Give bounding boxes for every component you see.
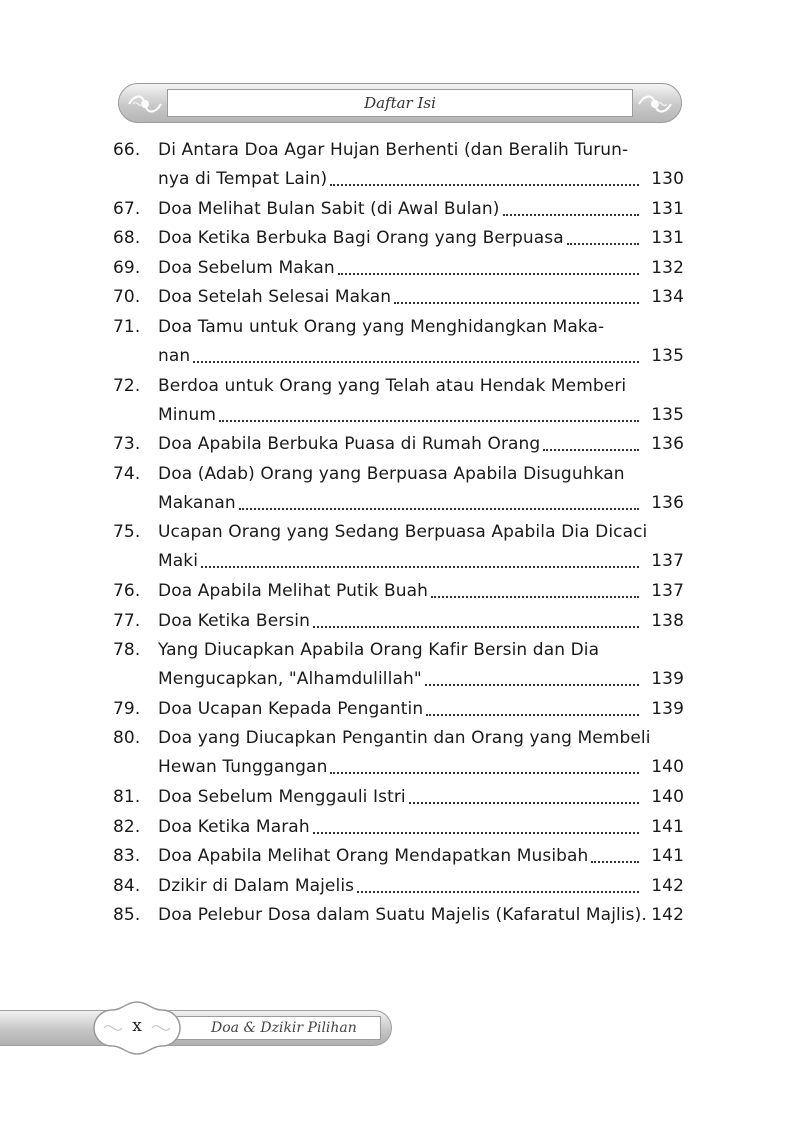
footer-banner	[0, 1010, 392, 1046]
toc-entry-line	[158, 547, 642, 576]
toc-entry-title: Makanan	[158, 492, 236, 513]
toc-entry-page: 130	[651, 169, 684, 189]
dot-leader	[503, 204, 639, 216]
toc-entry-line	[158, 813, 642, 842]
toc-entry-title: nan	[158, 346, 191, 366]
toc-entry-line	[158, 489, 642, 518]
toc-entry-line	[158, 224, 642, 253]
dot-leader	[338, 263, 639, 275]
dot-leader	[431, 586, 639, 598]
toc-entry-line	[158, 783, 642, 812]
dot-leader	[591, 851, 639, 863]
toc-entry-number: 78.	[113, 640, 141, 661]
dot-leader	[313, 822, 639, 834]
toc-entry-number: 79.	[113, 698, 141, 719]
toc-entry-number: 67.	[113, 198, 141, 219]
toc-entry-title: Ucapan Orang yang Sedang Berpuasa Apabila Dia Dicaci	[158, 522, 648, 543]
floral-ornament-icon	[635, 90, 675, 118]
toc-entry-number: 72.	[113, 375, 141, 396]
toc-entry-number: 69.	[113, 257, 141, 278]
toc-entry-number: 82.	[113, 816, 141, 837]
toc-entry-title: Di Antara Doa Agar Hujan Berhenti (dan Beralih Turun-	[158, 140, 629, 160]
toc-entry-title: Doa Apabila Melihat Orang Mendapatkan Musibah	[158, 846, 589, 867]
toc-entry-page: 140	[651, 757, 684, 778]
toc-entry-page: 137	[651, 551, 684, 572]
toc-entry-title: Doa Sebelum Makan	[158, 257, 335, 278]
dot-leader	[543, 439, 639, 451]
toc-entry-number: 84.	[113, 875, 141, 896]
toc-entry-line	[158, 254, 642, 283]
toc-entry-title: Doa Ucapan Kepada Pengantin	[158, 698, 424, 719]
toc-entry-number: 85.	[113, 905, 141, 926]
toc-entry-title: Doa Ketika Marah	[158, 816, 310, 837]
toc-entry-page: 136	[651, 492, 684, 513]
book-title: Doa & Dzikir Pilihan	[211, 1020, 357, 1036]
toc-entry-line	[158, 460, 642, 489]
dot-leader	[425, 674, 639, 686]
toc-entry-number: 74.	[113, 463, 141, 484]
toc-entry-line	[158, 342, 642, 371]
toc-entry-title: Dzikir di Dalam Majelis	[158, 875, 355, 896]
dot-leader	[239, 498, 639, 510]
toc-entry-page: 140	[651, 787, 684, 807]
toc-entry-title: Doa Ketika Berbuka Bagi Orang yang Berpuasa	[158, 228, 564, 249]
toc-entry-number: 75.	[113, 522, 141, 543]
toc-entry-title: Doa Setelah Selesai Makan	[158, 287, 392, 308]
toc-entry-number: 83.	[113, 846, 141, 867]
dot-leader	[313, 616, 639, 628]
header-title-box	[167, 89, 633, 117]
toc-entry-page: 132	[651, 257, 684, 278]
toc-entry-page: 139	[651, 669, 684, 690]
toc-entry-page: 142	[651, 905, 684, 926]
toc-entry-line	[158, 401, 642, 430]
toc-entry-title: Doa Apabila Berbuka Puasa di Rumah Orang	[158, 434, 541, 455]
floral-ornament-icon	[125, 90, 165, 118]
dot-leader	[193, 351, 639, 363]
toc-entry-number: 73.	[113, 434, 141, 455]
toc-entry-number: 81.	[113, 787, 141, 807]
dot-leader	[357, 881, 639, 893]
toc-entry-page: 141	[651, 816, 684, 837]
footer-title-box	[170, 1016, 381, 1040]
toc-entry-title: Hewan Tunggangan	[158, 757, 328, 778]
toc-entry-page: 142	[651, 875, 684, 896]
toc-entry-number: 80.	[113, 728, 141, 749]
dot-leader	[330, 762, 639, 774]
toc-entry-page: 135	[651, 404, 684, 425]
toc-entry-title: Maki	[158, 551, 199, 572]
toc-entry-title: Yang Diucapkan Apabila Orang Kafir Bersin dan Dia	[158, 640, 600, 661]
toc-entry-page: 134	[651, 287, 684, 308]
toc-entry-page: 138	[651, 610, 684, 631]
toc-entry-line	[158, 372, 642, 401]
dot-leader	[567, 233, 639, 245]
toc-entry-page: 137	[651, 581, 684, 601]
toc-entry-line	[158, 607, 642, 636]
toc-entry-title: Berdoa untuk Orang yang Telah atau Hendak Memberi	[158, 375, 627, 396]
toc-entry-number: 68.	[113, 228, 141, 249]
toc-entry-title: Doa Ketika Bersin	[158, 610, 310, 631]
toc-entry-number: 66.	[113, 140, 141, 160]
toc-entry-line	[158, 165, 642, 194]
toc-entry-title: Doa Apabila Melihat Putik Buah	[158, 581, 429, 601]
header-banner	[118, 83, 682, 123]
dot-leader	[219, 410, 639, 422]
toc-entry-line	[158, 872, 642, 901]
toc-entry-line	[158, 518, 648, 547]
toc-entry-line	[158, 695, 642, 724]
toc-entry-title: Doa Melihat Bulan Sabit (di Awal Bulan)	[158, 198, 500, 219]
toc-entry-line	[158, 430, 642, 459]
toc-entry-line	[158, 665, 642, 694]
dot-leader	[201, 556, 639, 568]
dot-leader	[426, 704, 639, 716]
toc-entry-page: 131	[651, 198, 684, 219]
toc-entry-title: Doa (Adab) Orang yang Berpuasa Apabila Disuguhkan	[158, 463, 625, 484]
toc-entry-page: 141	[651, 846, 684, 867]
toc-entry-title: Doa Pelebur Dosa dalam Suatu Majelis (Kafaratul Majlis).	[158, 905, 647, 926]
toc-entry-line	[158, 577, 642, 606]
toc-entry-page: 136	[651, 434, 684, 455]
toc-entry-page: 131	[651, 228, 684, 249]
toc-entry-line	[158, 313, 642, 342]
toc-entry-line	[158, 901, 647, 930]
toc-entry-line	[158, 636, 642, 665]
toc-entry-line	[158, 842, 642, 871]
toc-entry-title: Doa Tamu untuk Orang yang Menghidangkan Maka-	[158, 317, 605, 337]
toc-entry-page: 135	[651, 346, 684, 366]
toc-entry-number: 76.	[113, 581, 141, 601]
toc-entry-line	[158, 724, 651, 753]
toc-entry-number: 77.	[113, 610, 141, 631]
toc-entry-title: Minum	[158, 404, 216, 425]
dot-leader	[330, 174, 639, 186]
toc-entry-title: Doa yang Diucapkan Pengantin dan Orang yang Membeli	[158, 728, 651, 749]
toc-entry-line	[158, 136, 642, 165]
toc-entry-line	[158, 195, 642, 224]
toc-entry-number: 70.	[113, 287, 141, 308]
toc-entry-number: 71.	[113, 317, 141, 337]
toc-entry-title: Mengucapkan, "Alhamdulillah"	[158, 669, 422, 690]
toc-entry-line	[158, 283, 642, 312]
page-title: Daftar Isi	[364, 94, 436, 112]
toc-entry-page: 139	[651, 698, 684, 719]
toc-entry-title: nya di Tempat Lain)	[158, 169, 328, 189]
dot-leader	[394, 292, 639, 304]
toc-entry-line	[158, 753, 642, 782]
page-number: x	[132, 1016, 142, 1036]
toc-entry-title: Doa Sebelum Menggauli Istri	[158, 787, 406, 807]
dot-leader	[409, 792, 639, 804]
